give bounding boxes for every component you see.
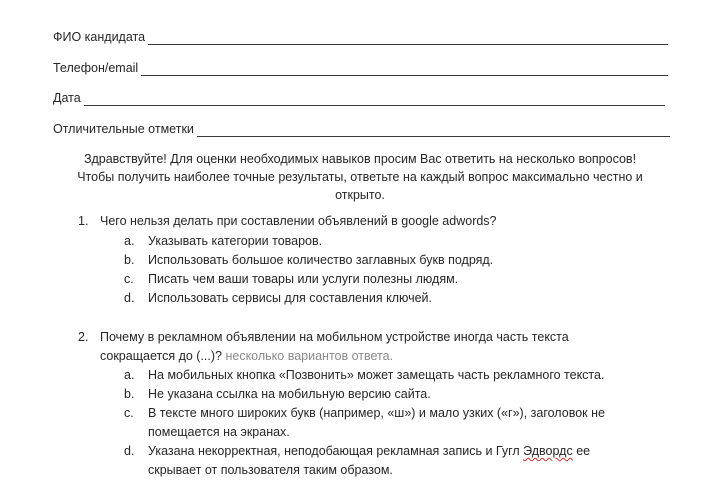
question-hint: несколько вариантов ответа. xyxy=(225,349,394,363)
intro-line-1: Здравствуйте! Для оценки необходимых навыков просим Вас ответить на несколько вопросов! xyxy=(83,152,637,166)
option-text: Писать чем ваши товары или услуги полезны людям. xyxy=(148,272,459,286)
intro-text xyxy=(40,150,680,204)
option-letter: d. xyxy=(124,444,135,458)
option-text-line-2: скрывает от пользователя таким образом. xyxy=(148,462,393,477)
option-text-line-1: В тексте много широких букв (например, «ш») и мало узких («г»), заголовок не xyxy=(148,406,605,420)
option-text-line-1-c: ее xyxy=(576,444,591,458)
option-text-line-2: помещается на экранах. xyxy=(148,424,290,439)
option-text xyxy=(148,404,668,441)
question-text-line-2-main: сокращается до (...)? xyxy=(100,349,222,363)
question-text-line-1: Почему в рекламном объявлении на мобильном устройстве иногда часть текста xyxy=(100,330,569,344)
question-text-line-2 xyxy=(100,347,660,366)
option-text: Указывать категории товаров. xyxy=(148,234,323,248)
question-number: 2. xyxy=(78,330,89,344)
option-text-line-1 xyxy=(148,442,668,461)
option-text: Не указана ссылка на мобильную версию сайта. xyxy=(148,387,431,401)
option-letter: a. xyxy=(124,368,135,382)
option-text xyxy=(148,442,668,479)
question-text xyxy=(100,328,660,366)
contact-field xyxy=(53,58,668,76)
fio-input-line[interactable] xyxy=(148,32,668,45)
marks-field xyxy=(53,119,670,137)
option-letter: a. xyxy=(124,234,135,248)
option-letter: c. xyxy=(124,406,134,420)
option-letter: c. xyxy=(124,272,134,286)
spellcheck-word: Эдвордс xyxy=(523,444,573,458)
option-letter: b. xyxy=(124,387,135,401)
marks-input-line[interactable] xyxy=(197,124,670,137)
fio-field xyxy=(53,27,668,45)
intro-line-2: Чтобы получить наиболее точные результаты, ответьте на каждый вопрос максимально честно и xyxy=(77,170,643,184)
option-letter: b. xyxy=(124,253,135,267)
contact-label: Телефон/email xyxy=(53,61,139,75)
date-field xyxy=(53,88,665,106)
intro-line-3: открыто. xyxy=(335,188,385,202)
option-text-line-1-a: Указана некорректная, неподобающая рекламная запись и Гугл xyxy=(148,444,520,458)
date-input-line[interactable] xyxy=(84,93,665,106)
contact-input-line[interactable] xyxy=(141,63,668,76)
marks-label: Отличительные отметки xyxy=(53,122,194,136)
question-text: Чего нельзя делать при составлении объявлений в google adwords? xyxy=(100,214,497,228)
option-text: Использовать большое количество заглавных букв подряд. xyxy=(148,253,494,267)
option-text: На мобильных кнопка «Позвонить» может замещать часть рекламного текста. xyxy=(148,368,605,382)
date-label: Дата xyxy=(53,91,81,105)
question-number: 1. xyxy=(78,214,89,228)
option-letter: d. xyxy=(124,291,135,305)
option-text: Использовать сервисы для составления ключей. xyxy=(148,291,433,305)
fio-label: ФИО кандидата xyxy=(53,30,146,44)
